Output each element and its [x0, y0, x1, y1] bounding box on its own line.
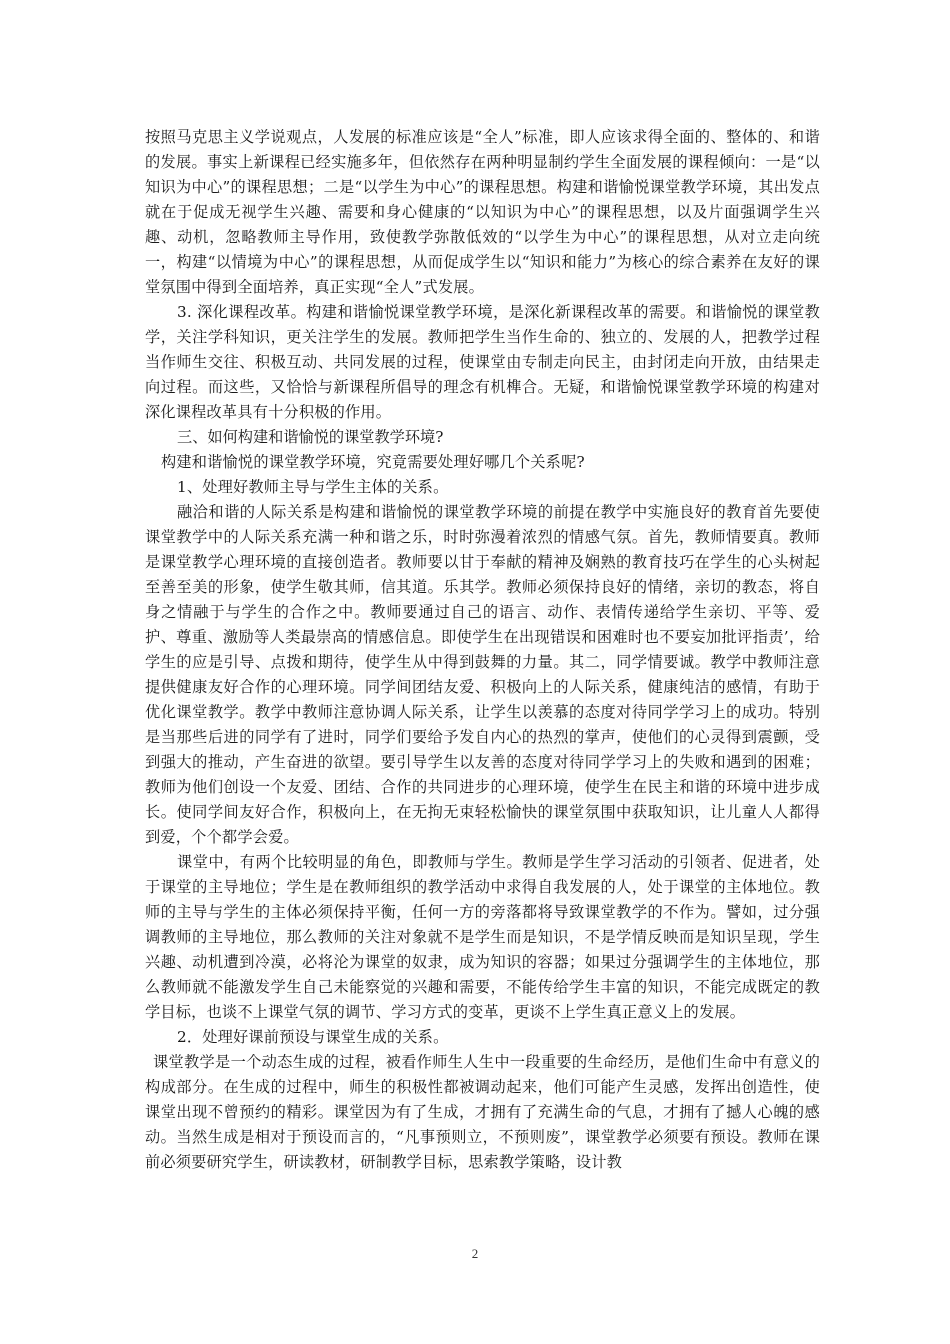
paragraph-dynamic-generation: 课堂教学是一个动态生成的过程，被看作师生人生中一段重要的生命经历，是他们生命中有意义的构成部分。在生成的过程中，师生的积极性都被调动起来，他们可能产生灵感，发挥出创造性，使课堂出现不曾预约的精彩。课堂因为有了生成，才拥有了充满生命的气息，才拥有了撼人心魄的感动。当然生成是相对于预设而言的，“凡事预则立，不预则废”，课堂教学必须要有预设。教师在课前必须要研究学生，研读教材，研制教学目标，思索教学策略，设计教: [145, 1053, 820, 1171]
paragraph-deepen-curriculum-reform: 3. 深化课程改革。构建和谐愉悦课堂教学环境，是深化新课程改革的需要。和谐愉悦的课堂教学，关注学科知识，更关注学生的发展。教师把学生当作生命的、独立的、发展的人，把教学过程当作师生交往、积极互动、共同发展的过程，使课堂由专制走向民主，由封闭走向开放，由结果走向过程。而这些，又恰恰与新课程所倡导的理念有机榫合。无疑，和谐愉悦课堂教学环境的构建对深化课程改革具有十分积极的作用。: [145, 303, 820, 421]
paragraph-which-relationships: 构建和谐愉悦的课堂教学环境，究竟需要处理好哪几个关系呢?: [161, 453, 585, 471]
subheading-preset-and-generation: 2．处理好课前预设与课堂生成的关系。: [177, 1028, 449, 1046]
page-number: 2: [471, 1246, 479, 1261]
paragraph-harmonious-interpersonal: 融洽和谐的人际关系是构建和谐愉悦的课堂教学环境的前提在教学中实施良好的教育首先要使课堂教学中的人际关系充满一种和谐之乐，时时弥漫着浓烈的情感气氛。首先，教师情要真。教师是课堂教学心理环境的直接创造者。教师要以甘于奉献的精神及娴熟的教育技巧在学生的心头树起至善至美的形象，使学生敬其师，信其道。乐其学。教师必须保持良好的情绪，亲切的教态，将自身之情融于与学生的合作之中。教师要通过自己的语言、动作、表情传递给学生亲切、平等、爱护、尊重、激励等人类最崇高的情感信息。即使学生在出现错误和困难时也不要妄加批评指责’，给学生的应是引导、点拨和期待，使学生从中得到鼓舞的力量。其二，同学情要诚。教学中教师注意提供健康友好合作的心理环境。同学间团结友爱、积极向上的人际关系，健康纯洁的感情，有助于优化课堂教学。教学中教师注意协调人际关系，让学生以羡慕的态度对待同学学习上的成功。特别是当那些后进的同学有了进时，同学们要给予发自内心的热烈的掌声，使他们的心灵得到震颤，受到强大的推动，产生奋进的欲望。要引导学生以友善的态度对待同学学习上的失败和遇到的困难；教师为他们创设一个友爱、团结、合作的共同进步的心理环境，使学生在民主和谐的环境中进步成长。使同学间友好合作，积极向上，在无拘无束轻松愉快的课堂氛围中获取知识，让儿童人人都得到爱，个个都学会爱。: [145, 503, 820, 846]
subheading-teacher-student-relationship: 1、处理好教师主导与学生主体的关系。: [177, 478, 449, 496]
paragraph-two-roles: 课堂中，有两个比较明显的角色，即教师与学生。教师是学生学习活动的引领者、促进者，处于课堂的主导地位；学生是在教师组织的教学活动中求得自我发展的人，处于课堂的主体地位。教师的主导与学生的主体必须保持平衡，任何一方的旁落都将导致课堂教学的不作为。譬如，过分强调教师的主导地位，那么教师的关注对象就不是学生而是知识，不是学情反映而是知识呈现，学生兴趣、动机遭到冷漠，必将沦为课堂的奴隶，成为知识的容器；如果过分强调学生的主体地位，那么教师就不能激发学生自己未能察觉的兴趣和需要，不能传给学生丰富的知识，不能完成既定的教学目标，也谈不上课堂气氛的调节、学习方式的变革，更谈不上学生真正意义上的发展。: [145, 853, 820, 1021]
section-heading-how-to-build: 三、如何构建和谐愉悦的课堂教学环境?: [177, 428, 444, 446]
paragraph-full-person-development: 按照马克思主义学说观点，人发展的标准应该是“全人”标准，即人应该求得全面的、整体的、和谐的发展。事实上新课程已经实施多年，但依然存在两种明显制约学生全面发展的课程倾向：一是“以知识为中心”的课程思想；二是“以学生为中心”的课程思想。构建和谐愉悦课堂教学环境，其出发点就在于促成无视学生兴趣、需要和身心健康的“以知识为中心”的课程思想，以及片面强调学生兴趣、动机，忽略教师主导作用，致使教学弥散低效的“以学生为中心”的课程思想，从对立走向统一，构建“以情境为中心”的课程思想，从而促成学生以“知识和能力”为核心的综合素养在友好的课堂氛围中得到全面培养，真正实现“全人”式发展。: [145, 128, 820, 296]
document-body: [145, 125, 820, 1175]
